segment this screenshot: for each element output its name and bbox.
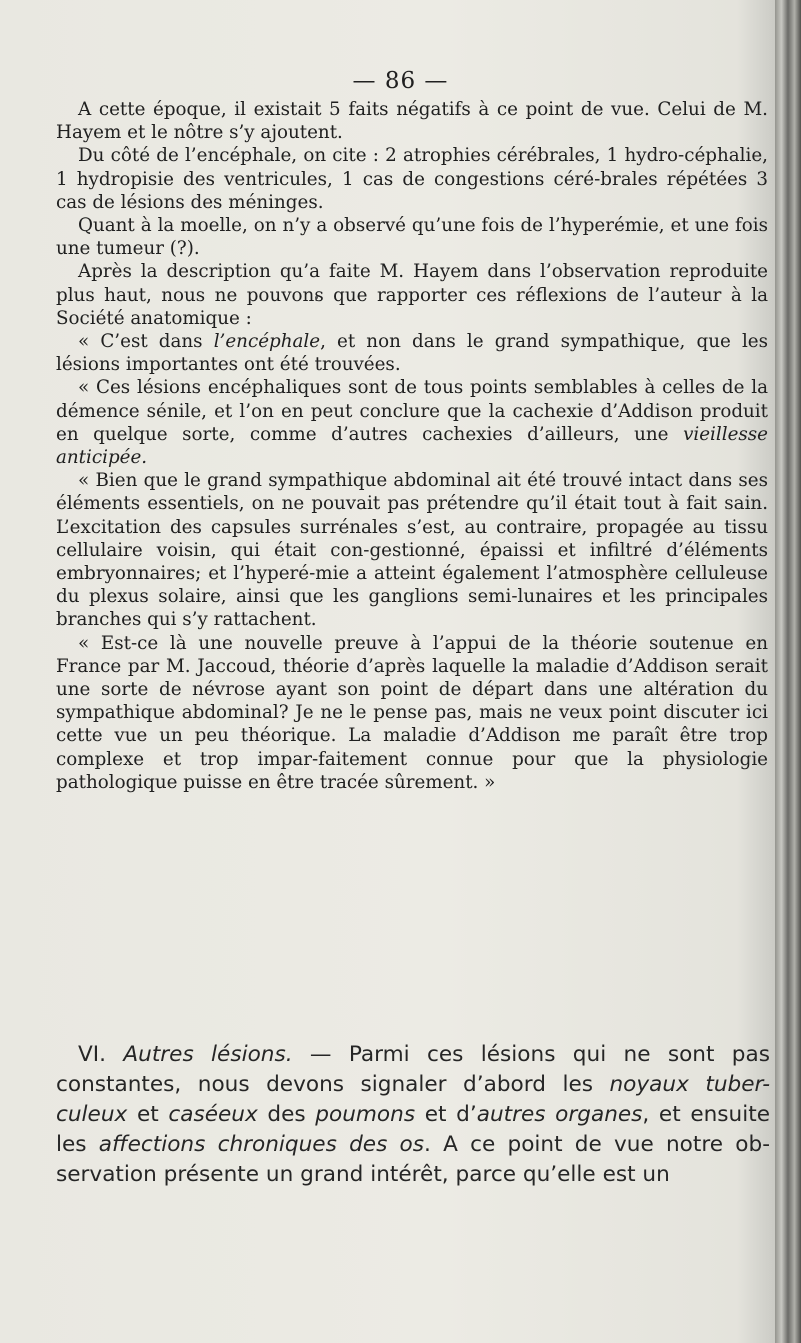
section-text-6: . A ce point de vue notre ob-servation présente un grand intérêt, parce qu’elle est un [56,1132,770,1187]
section-emphasis-5: affections chroniques des os [98,1132,425,1157]
section-emphasis-3: poumons [315,1102,416,1127]
quote-2-start: « Ces lésions encéphaliques sont de tous points semblables à celles de la démence sénile, et l’on en peut conclure que la cachexie d’Addison produit en quelque sorte, comme d’autres cachexies d’ailleurs, une [56,377,768,445]
quote-2-emphasis: vieillesse anticipée. [56,423,768,469]
quote-paragraph-1 [56,330,768,376]
paragraph-4: Après la description qu’a faite M. Hayem dans l’observation reproduite plus haut, nous ne pouvons que rapporter ces réflexions de l’auteur à la Société anatomique : [56,261,768,329]
quote-paragraph-4: « Est-ce là une nouvelle preuve à l’appui de la théorie soutenue en France par M. Jaccoud, théorie d’après laquelle la maladie d’Addison serait une sorte de névrose ayant son point de départ dans une altération du sympathique abdominal? Je ne le pense pas, mais ne veux point discuter ici cette vue un peu théorique. La maladie d’Addison me paraît être trop complexe et trop impar-faitement connue pour que la physiologie pathologique puisse en être tracée sûrement. » [56,632,768,793]
section-number: VI. [78,1042,107,1067]
quote-1-emphasis: l’encéphale [213,331,321,353]
paragraph-3: Quant à la moelle, on n’y a observé qu’une fois de l’hyperémie, et une fois une tumeur (?). [56,215,768,260]
section-text-2: et [127,1102,169,1127]
section-text-5: , et ensuite les [56,1102,770,1157]
quote-1-end: , et non dans le grand sympathique, que les lésions importantes ont été trouvées. [56,331,768,376]
section-text-3: des [257,1102,316,1127]
section-emphasis-4: autres organes [476,1102,643,1127]
section-vi [56,1040,770,1190]
section-emphasis-1: noyaux tuber-culeux [56,1072,770,1127]
hayem-quote [56,330,768,794]
section-title: Autres lésions. [123,1042,293,1067]
quote-paragraph-2 [56,376,768,469]
section-emphasis-2: caséeux [168,1102,258,1127]
section-text-4: et d’ [415,1102,477,1127]
main-text [56,98,768,794]
quote-1-start: « C’est dans [78,331,214,353]
paragraph-1: A cette époque, il existait 5 faits négatifs à ce point de vue. Celui de M. Hayem et le nôtre s’y ajoutent. [56,99,768,144]
section-text-1: — Parmi ces lésions qui ne sont pas constantes, nous devons signaler d’abord les [56,1042,770,1097]
book-spine-edge [775,0,801,1343]
page-number: — 86 — [352,68,449,94]
quote-paragraph-3: « Bien que le grand sympathique abdominal ait été trouvé intact dans ses éléments essentiels, on ne pouvait pas prétendre qu’il était tout à fait sain. L’excitation des capsules surrénales s’est, au contraire, propagée au tissu cellulaire voisin, qui était con-gestionné, épaissi et infiltré d’éléments embryonnaires; et l’hyperé-mie a atteint également l’atmosphère celluleuse du plexus solaire, ainsi que les ganglions semi-lunaires et les principales branches qui s’y rattachent. [56,470,768,631]
paragraph-2: Du côté de l’encéphale, on cite : 2 atrophies cérébrales, 1 hydro-céphalie, 1 hydropisie des ventricules, 1 cas de congestions céré-brales répétées 3 cas de lésions des méninges. [56,145,768,213]
